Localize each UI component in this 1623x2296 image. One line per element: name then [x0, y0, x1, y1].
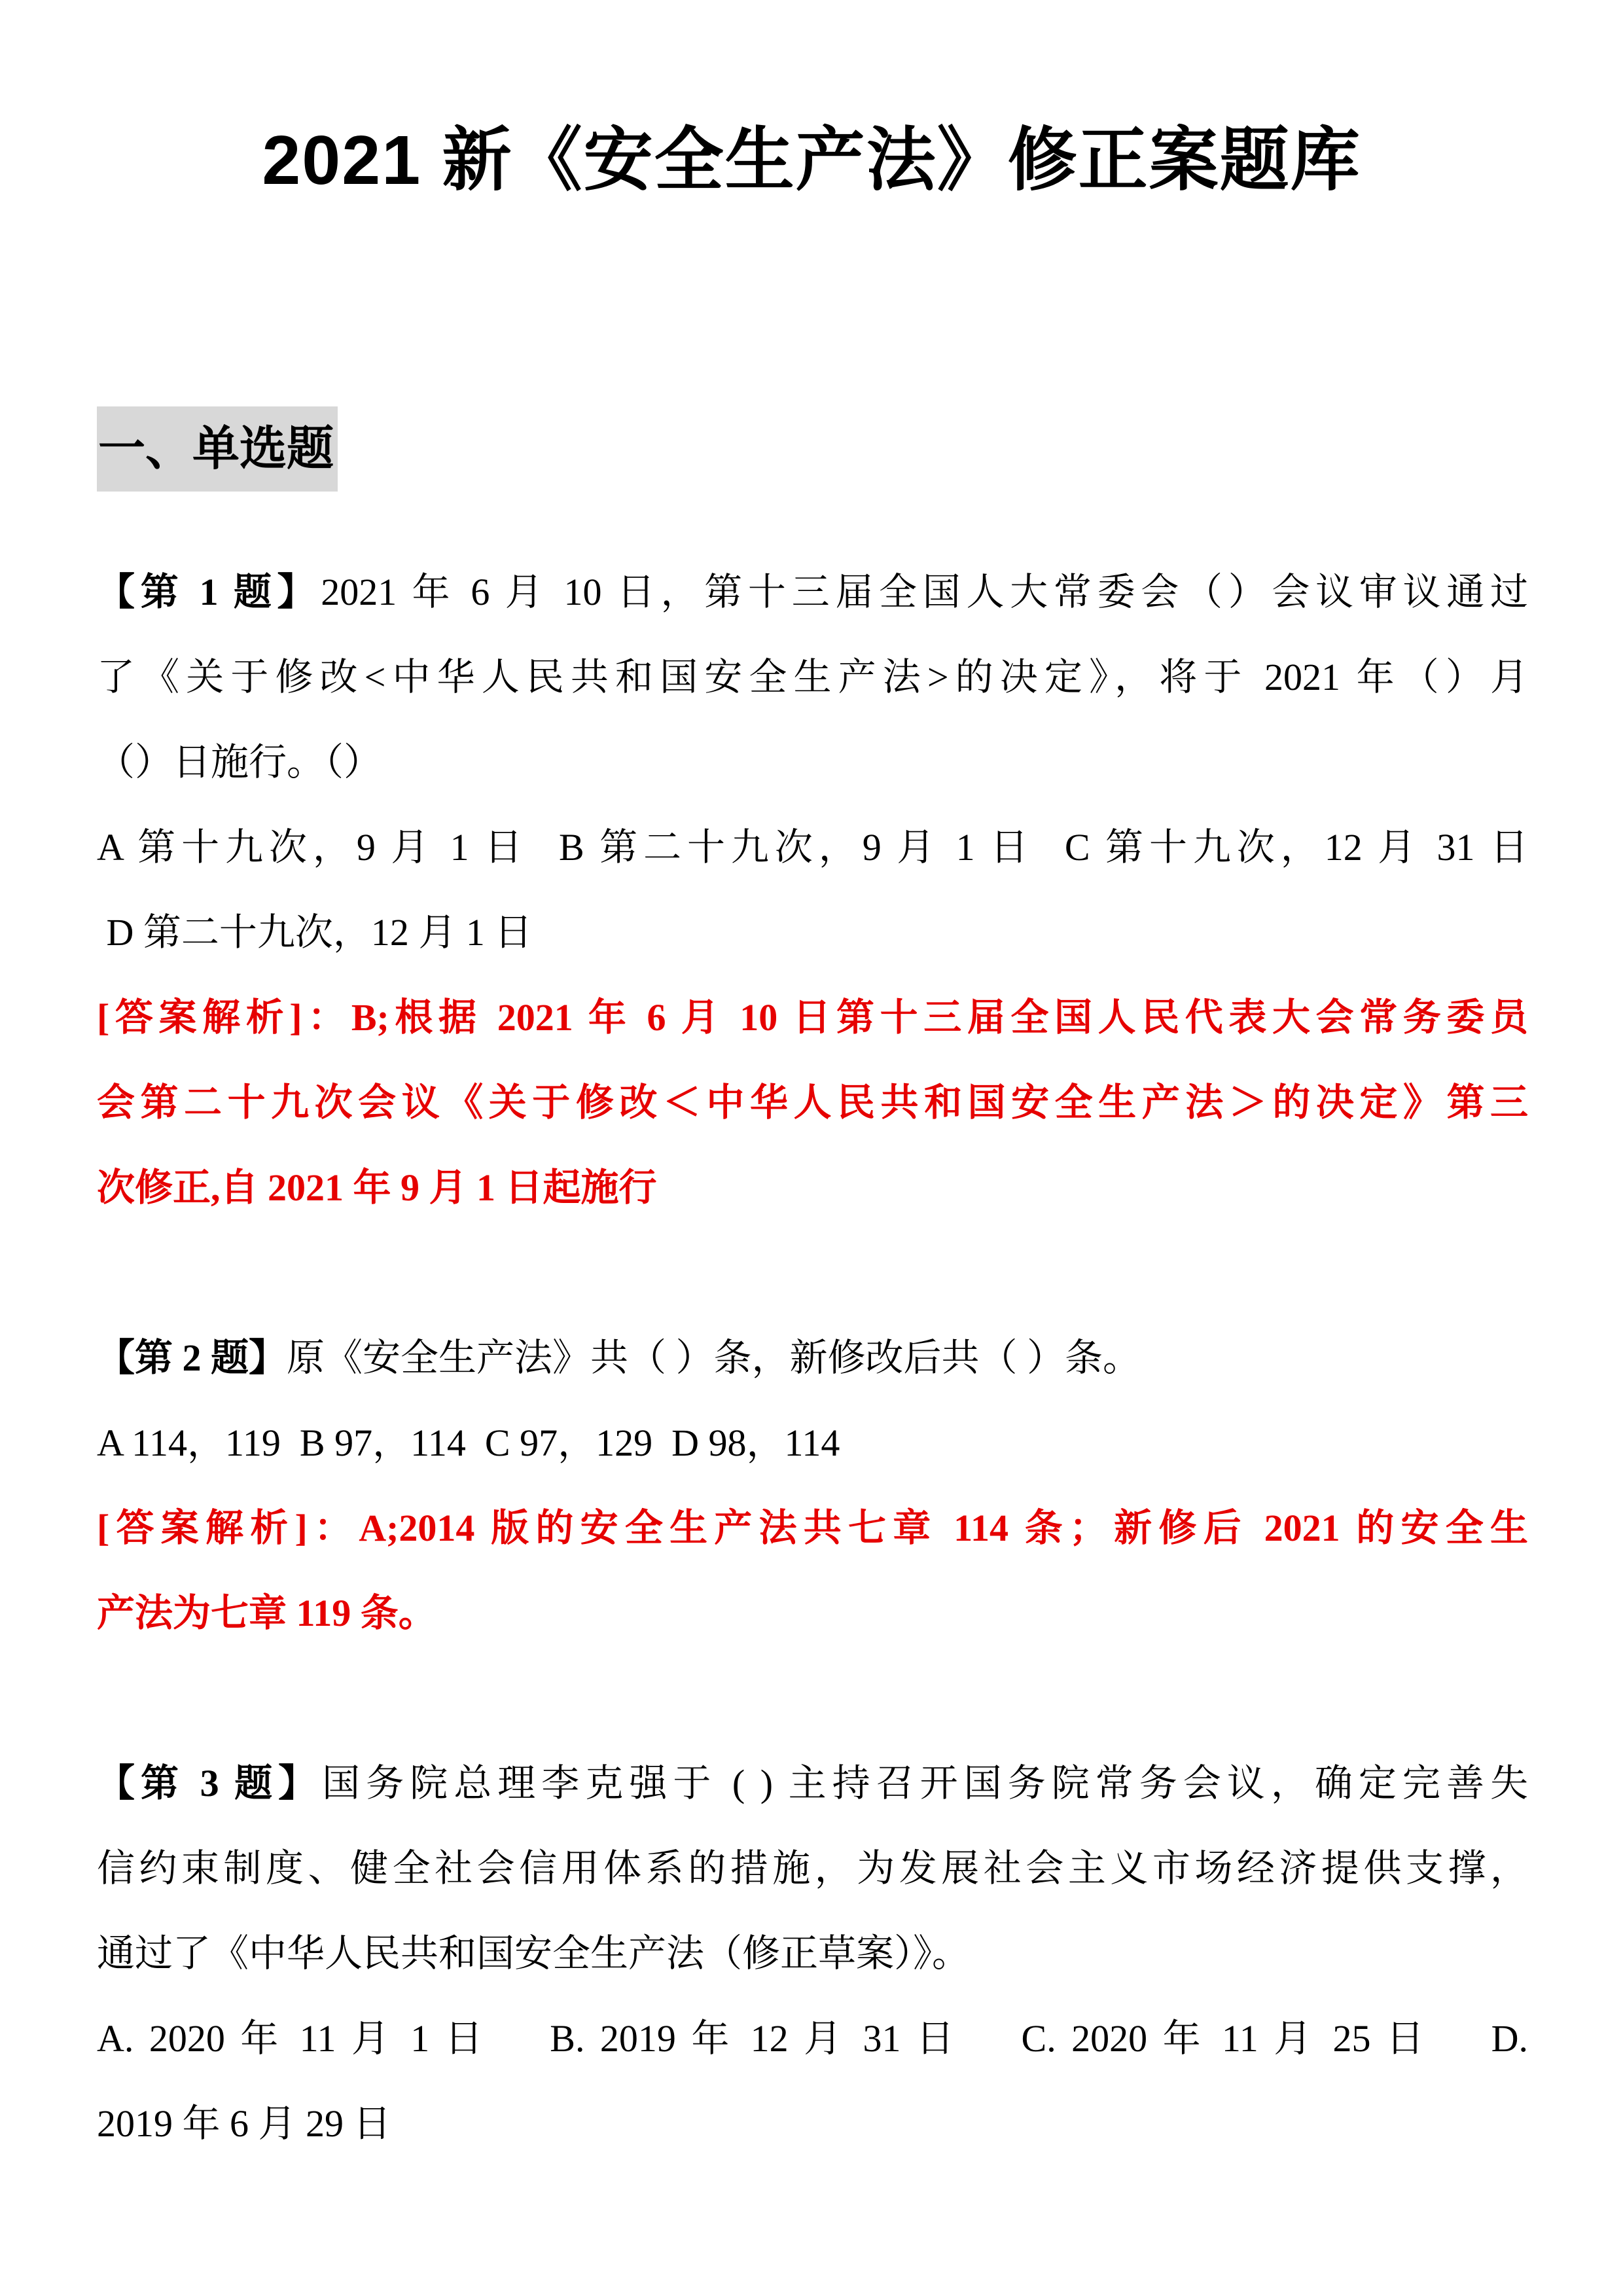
- paragraph-spacer: [97, 1656, 1528, 1741]
- question-1-stem-text: 2021 年 6 月 10 日，第十三届全国人大常委会（）会议审议通过: [321, 571, 1528, 613]
- question-2-analysis-line-1: [答案解析]：A;2014 版的安全生产法共七章 114 条；新修后 2021 的安全生: [97, 1507, 1528, 1549]
- question-2-options-line-1: A 114，119 B 97，114 C 97，129 D 98，114: [97, 1422, 840, 1464]
- question-1-stem-line-3: （）日施行。（）: [97, 741, 382, 783]
- question-2: [97, 1316, 1528, 1656]
- question-3-options-line-2: 2019 年 6 月 29 日: [97, 2102, 391, 2145]
- paragraph-spacer: [97, 1230, 1528, 1316]
- question-1-options-line-2: D 第二十九次，12 月 1 日: [97, 911, 533, 954]
- section-heading-single-choice: 一、单选题: [97, 406, 338, 492]
- question-2-analysis-line-2: 产法为七章 119 条。: [97, 1592, 437, 1634]
- question-1-stem-line-1: [97, 550, 1528, 635]
- question-1-stem-line-2: 了《关于修改<中华人民共和国安全生产法>的决定》，将于 2021 年（）月: [97, 656, 1528, 698]
- question-3-options-line-1: A. 2020 年 11 月 1 日 B. 2019 年 12 月 31 日 C. 2020 年 11 月 25 日 D.: [97, 2017, 1528, 2060]
- question-3-stem-line-2: 信约束制度、健全社会信用体系的措施，为发展社会主义市场经济提供支撑，: [97, 1847, 1528, 1890]
- question-1: [97, 550, 1528, 1230]
- question-3-stem-text: 国务院总理李克强于 ( ) 主持召开国务院常务会议，确定完善失: [322, 1762, 1528, 1804]
- question-1-analysis-line-3: 次修正,自 2021 年 9 月 1 日起施行: [97, 1166, 657, 1209]
- question-1-marker: 【第 1 题】: [97, 571, 321, 613]
- question-2-stem-line-1: [97, 1316, 1528, 1401]
- question-1-analysis-line-1: [答案解析]：B;根据 2021 年 6 月 10 日第十三届全国人民代表大会常务委员: [97, 996, 1528, 1039]
- question-2-marker: 【第 2 题】: [97, 1336, 287, 1379]
- document-title: 2021 新《安全生产法》修正案题库: [262, 122, 1361, 199]
- question-3-stem-line-1: [97, 1741, 1528, 1826]
- question-3: [97, 1741, 1528, 2166]
- document-body: [97, 550, 1528, 2166]
- question-3-stem-line-3: 通过了《中华人民共和国安全生产法（修正草案）》。: [97, 1932, 971, 1975]
- question-3-marker: 【第 3 题】: [97, 1762, 323, 1804]
- question-2-stem-text: 原《安全生产法》共（ ）条，新修改后共（ ）条。: [287, 1336, 1141, 1379]
- question-1-options-line-1: A 第十九次，9 月 1 日 B 第二十九次，9 月 1 日 C 第十九次，12 月 31 日: [97, 826, 1528, 869]
- question-1-analysis-line-2: 会第二十九次会议《关于修改＜中华人民共和国安全生产法＞的决定》第三: [97, 1081, 1528, 1124]
